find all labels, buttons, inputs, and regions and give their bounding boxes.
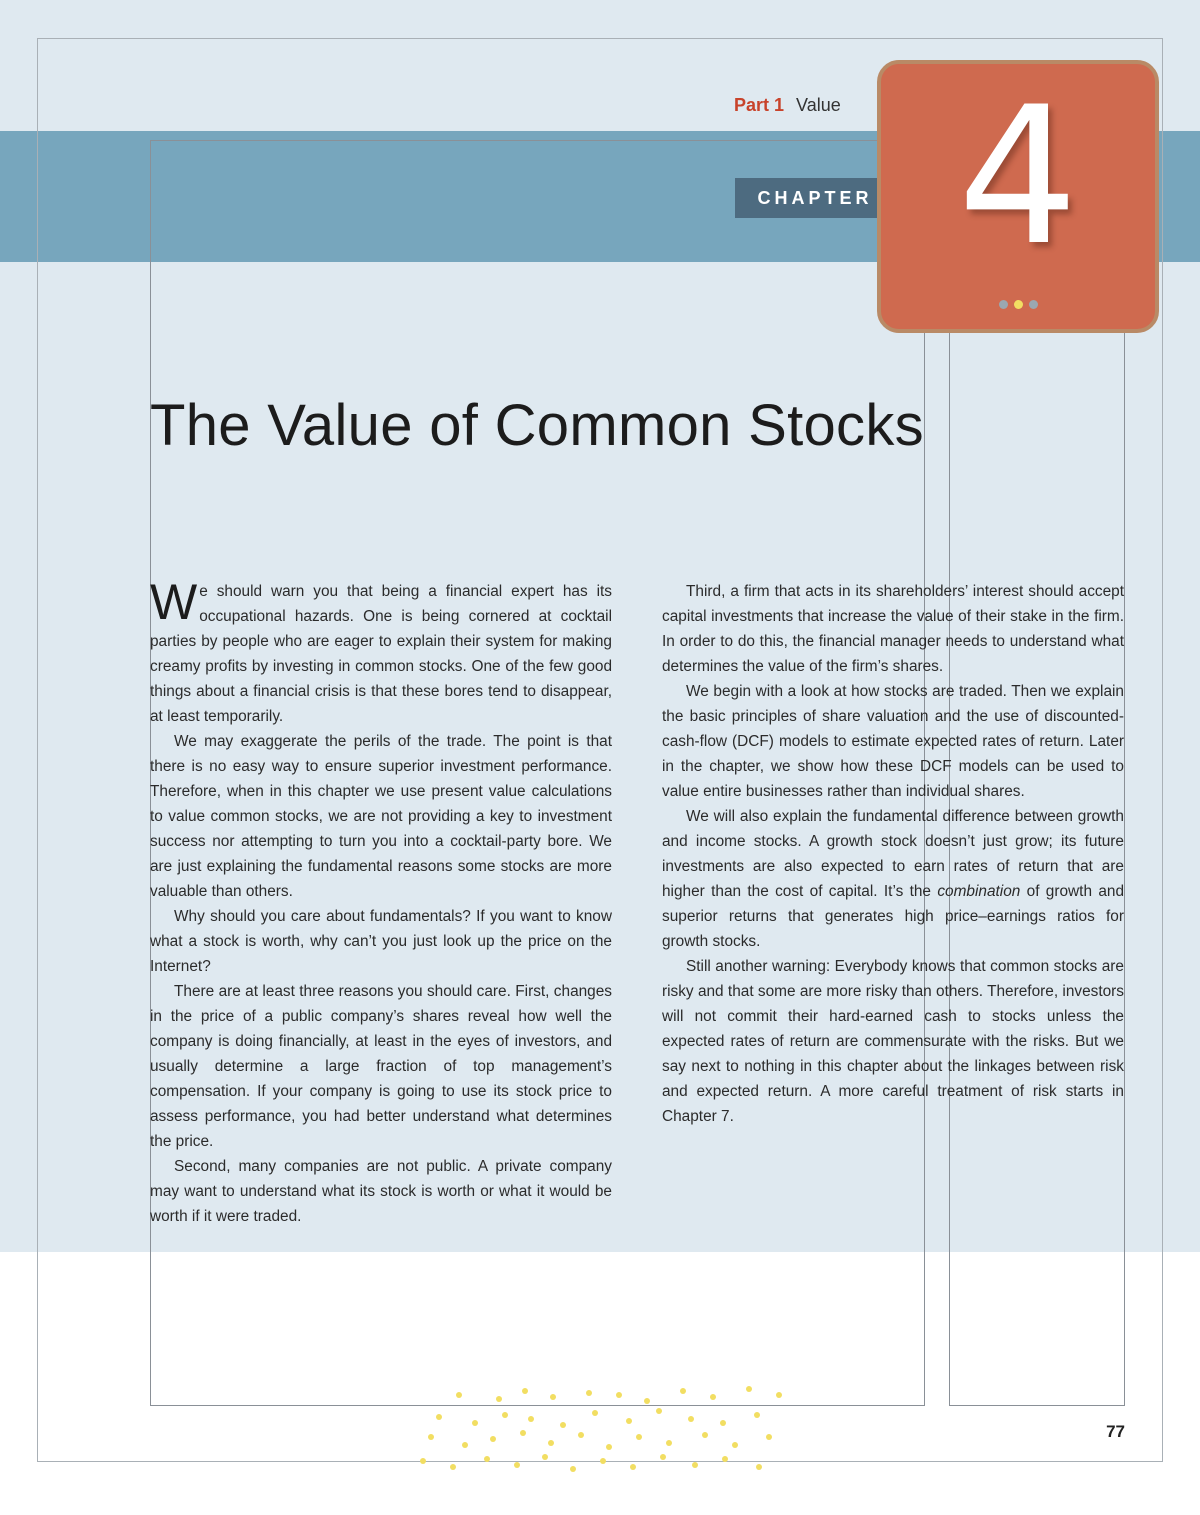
paragraph: We will also explain the fundamental difference between growth and income stocks. A growth stock doesn’t just grow; its future investments are also expected to earn rates of return that are higher than the cost of capital. It’s the combination of growth and superior returns that generates high price–earnings ratios for growth stocks. <box>662 808 1125 950</box>
confetti-dot <box>636 1434 642 1440</box>
chapter-tag: CHAPTER <box>735 178 895 218</box>
confetti-dot <box>746 1386 752 1392</box>
confetti-dot <box>710 1394 716 1400</box>
part-name: Value <box>796 95 841 115</box>
confetti-dot <box>578 1432 584 1438</box>
chapter-dots <box>881 296 1155 314</box>
confetti-dot <box>560 1422 566 1428</box>
chapter-number-box <box>877 60 1159 333</box>
confetti-dot <box>450 1464 456 1470</box>
confetti-dot <box>514 1462 520 1468</box>
part-label <box>734 95 841 116</box>
confetti-dot <box>660 1454 666 1460</box>
part-number: Part 1 <box>734 95 785 115</box>
dot-icon <box>999 300 1008 309</box>
chapter-title: The Value of Common Stocks <box>150 393 924 458</box>
paragraph: We should warn you that being a financial expert has its occupational hazards. One is being cornered at cocktail parties by people who are eager to explain their system for making creamy profits by investing in common stocks. One of the few good things about a financial crisis is that these bores tend to disappear, at least temporarily. <box>150 574 612 725</box>
confetti-dot <box>754 1412 760 1418</box>
paragraph: Second, many companies are not public. A private company may want to understand what its stock is worth or what it would be worth if it were traded. <box>150 1158 612 1225</box>
paragraph: We begin with a look at how stocks are traded. Then we explain the basic principles of share valuation and the use of discounted-cash-flow (DCF) models to estimate expected rates of return. Later in the chapter, we show how these DCF models can be used to value entire businesses rather than individual shares. <box>662 683 1124 800</box>
confetti-dot <box>472 1420 478 1426</box>
confetti-dot <box>732 1442 738 1448</box>
drop-cap: W <box>150 574 198 630</box>
paragraph: Third, a firm that acts in its shareholders’ interest should accept capital investments that increase the value of their stake in the firm. In order to do this, the financial manager needs to understand what determines the value of the firm’s shares. <box>662 583 1124 675</box>
confetti-dot <box>756 1464 762 1470</box>
text-column-right <box>662 579 1124 1129</box>
confetti-dot <box>496 1396 502 1402</box>
text-column-left <box>150 574 612 1229</box>
confetti-dot <box>720 1420 726 1426</box>
confetti-dot <box>644 1398 650 1404</box>
confetti-dot <box>522 1388 528 1394</box>
confetti-dot <box>630 1464 636 1470</box>
emphasis: combination <box>937 883 1021 900</box>
confetti-dot <box>606 1444 612 1450</box>
paragraph: Why should you care about fundamentals? If you want to know what a stock is worth, why can’t you just look up the price on the Internet? <box>150 908 612 975</box>
confetti-dot <box>462 1442 468 1448</box>
confetti-dot <box>722 1456 728 1462</box>
confetti-dot <box>766 1434 772 1440</box>
confetti-dot <box>702 1432 708 1438</box>
confetti-dot <box>570 1466 576 1472</box>
confetti-dot <box>666 1440 672 1446</box>
confetti-dot <box>542 1454 548 1460</box>
confetti-dot <box>688 1416 694 1422</box>
page-number: 77 <box>1106 1422 1125 1441</box>
confetti-dot <box>776 1392 782 1398</box>
confetti-dot <box>548 1440 554 1446</box>
confetti-dot <box>520 1430 526 1436</box>
paragraph: Still another warning: Everybody knows that common stocks are risky and that some are more risky than others. Therefore, investors will not commit their hard-earned cash to stocks unless the expected rates of return are commensurate with the risks. But we say next to nothing in this chapter about the linkages between risk and expected return. A more careful treatment of risk starts in Chapter 7. <box>662 958 1124 1125</box>
confetti-dot <box>550 1394 556 1400</box>
chapter-number: 4 <box>957 66 1079 287</box>
confetti-dot <box>616 1392 622 1398</box>
confetti-dot <box>680 1388 686 1394</box>
confetti-dot <box>586 1390 592 1396</box>
confetti-dot <box>502 1412 508 1418</box>
confetti-dot <box>528 1416 534 1422</box>
dot-icon <box>1029 300 1038 309</box>
confetti-dot <box>420 1458 426 1464</box>
confetti-dot <box>490 1436 496 1442</box>
paragraph: There are at least three reasons you should care. First, changes in the price of a public company’s shares reveal how well the company is doing financially, at least in the eyes of investors, and usually determine a large fraction of top management’s compensation. If your company is going to use its stock price to assess performance, you had better understand what determines the price. <box>150 983 612 1150</box>
confetti-dot <box>600 1458 606 1464</box>
confetti-dot <box>592 1410 598 1416</box>
paragraph: We may exaggerate the perils of the trade. The point is that there is no easy way to ensure superior investment performance. Therefore, when in this chapter we use present value calculations to value common stocks, we are not providing a key to investment success nor attempting to turn you into a cocktail-party bore. We are just explaining the fundamental reasons some stocks are more valuable than others. <box>150 733 612 900</box>
confetti-decoration <box>410 1384 790 1464</box>
confetti-dot <box>436 1414 442 1420</box>
dot-icon <box>1014 300 1023 309</box>
confetti-dot <box>484 1456 490 1462</box>
confetti-dot <box>692 1462 698 1468</box>
confetti-dot <box>456 1392 462 1398</box>
confetti-dot <box>656 1408 662 1414</box>
confetti-dot <box>428 1434 434 1440</box>
confetti-dot <box>626 1418 632 1424</box>
